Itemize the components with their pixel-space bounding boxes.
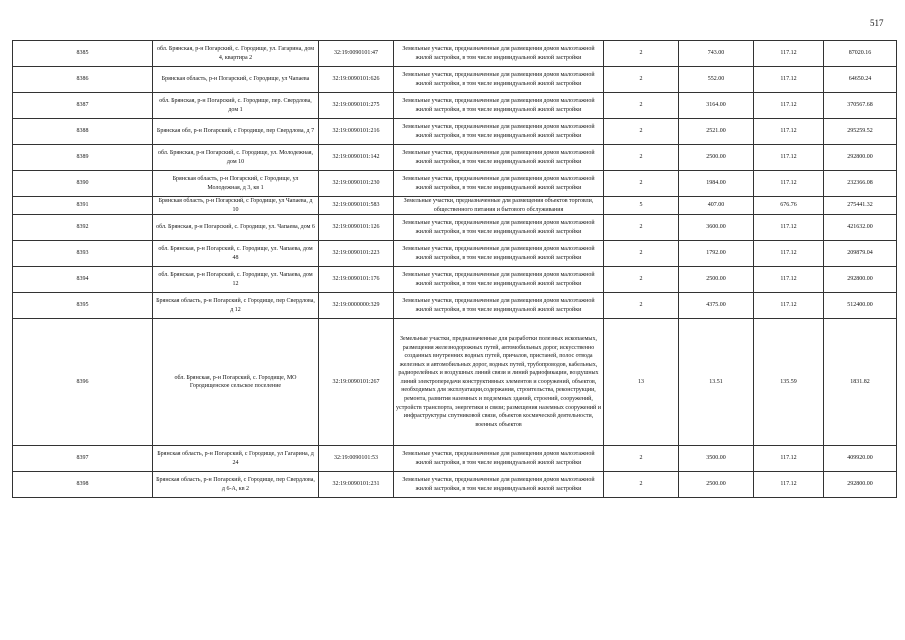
cadastral-number-cell: 32:19:0090101:230: [319, 171, 394, 197]
use-code-cell: 2: [604, 215, 679, 241]
area-cell: 3500.00: [679, 446, 754, 472]
address-cell: Брянская область, р-н Погарский, с Городище, ул Гагарина, д 24: [153, 446, 319, 472]
rate-cell: 117.12: [754, 215, 824, 241]
rate-cell: 117.12: [754, 145, 824, 171]
row-number: 8394: [13, 267, 153, 293]
cadastral-number-cell: 32:19:0090101:176: [319, 267, 394, 293]
rate-cell: 117.12: [754, 472, 824, 498]
cadastral-number-cell: 32:19:0090101:53: [319, 446, 394, 472]
table-row: [13, 472, 897, 498]
use-code-cell: 2: [604, 293, 679, 319]
cadastral-value-cell: 232366.08: [824, 171, 897, 197]
address-cell: Брянская обл, р-н Погарский, с Городище, пер Свердлова, д 7: [153, 119, 319, 145]
rate-cell: 117.12: [754, 171, 824, 197]
cadastral-number-cell: 32:19:0090101:626: [319, 67, 394, 93]
cadastral-value-cell: 292800.00: [824, 472, 897, 498]
cadastral-value-cell: 87020.16: [824, 41, 897, 67]
land-use-cell: Земельные участки, предназначенные для размещения домов малоэтажной жилой застройки, в том числе индивидуальной жилой застройки: [394, 293, 604, 319]
land-use-cell: Земельные участки, предназначенные для размещения домов малоэтажной жилой застройки, в том числе индивидуальной жилой застройки: [394, 241, 604, 267]
use-code-cell: 5: [604, 197, 679, 215]
land-use-cell: Земельные участки, предназначенные для размещения домов малоэтажной жилой застройки, в том числе индивидуальной жилой застройки: [394, 145, 604, 171]
row-number: 8395: [13, 293, 153, 319]
use-code-cell: 2: [604, 241, 679, 267]
rate-cell: 117.12: [754, 267, 824, 293]
use-code-cell: 2: [604, 171, 679, 197]
cadastral-value-cell: 295259.52: [824, 119, 897, 145]
table-row: [13, 171, 897, 197]
cadastral-number-cell: 32:19:0090101:126: [319, 215, 394, 241]
table-row: [13, 241, 897, 267]
use-code-cell: 2: [604, 67, 679, 93]
table-row: [13, 197, 897, 215]
land-use-cell: Земельные участки, предназначенные для размещения домов малоэтажной жилой застройки, в том числе индивидуальной жилой застройки: [394, 446, 604, 472]
area-cell: 13.51: [679, 319, 754, 446]
page-number: 517: [870, 18, 884, 28]
use-code-cell: 13: [604, 319, 679, 446]
address-cell: Брянская область, р-н Погарский, с Городище, пер Свердлова, д 6-А, кв 2: [153, 472, 319, 498]
row-number: 8392: [13, 215, 153, 241]
area-cell: 2521.00: [679, 119, 754, 145]
cadastral-value-cell: 1831.82: [824, 319, 897, 446]
land-use-cell: Земельные участки, предназначенные для размещения домов малоэтажной жилой застройки, в том числе индивидуальной жилой застройки: [394, 472, 604, 498]
land-use-cell: Земельные участки, предназначенные для разработки полезных ископаемых, размещения железнодорожных путей, автомобильных дорог, искусственно созданных внутренних водных путей, причалов, пристаней, полос отвода железных и автомобильных дорог, водных путей, трубопроводов, кабельных, радиорелейных и воздушных линий связи и линий радиофикации, воздушных линий электропередачи конструктивных элементов и сооружений, объектов, необходимых для эксплуатации,содержания, строительства, реконструкции, ремонта, развития наземных и подземных зданий, строений, сооружений, устройств транспорта, энергетики и связи; размещения наземных сооружений и инфраструктуры спутниковой связи, объектов космической деятельности, военных объектов: [394, 319, 604, 446]
table-row: [13, 145, 897, 171]
cadastral-number-cell: 32:19:0090101:142: [319, 145, 394, 171]
area-cell: 743.00: [679, 41, 754, 67]
land-use-cell: Земельные участки, предназначенные для размещения домов малоэтажной жилой застройки, в том числе индивидуальной жилой застройки: [394, 119, 604, 145]
cadastral-value-cell: 421632.00: [824, 215, 897, 241]
area-cell: 3600.00: [679, 215, 754, 241]
rate-cell: 117.12: [754, 41, 824, 67]
cadastral-number-cell: 32:19:0090101:583: [319, 197, 394, 215]
row-number: 8386: [13, 67, 153, 93]
row-number: 8387: [13, 93, 153, 119]
table-row: [13, 67, 897, 93]
land-use-cell: Земельные участки, предназначенные для размещения домов малоэтажной жилой застройки, в том числе индивидуальной жилой застройки: [394, 67, 604, 93]
cadastral-number-cell: 32:19:0090101:231: [319, 472, 394, 498]
use-code-cell: 2: [604, 93, 679, 119]
row-number: 8385: [13, 41, 153, 67]
rate-cell: 117.12: [754, 293, 824, 319]
cadastral-value-cell: 292800.00: [824, 145, 897, 171]
cadastral-value-cell: 275441.32: [824, 197, 897, 215]
cadastral-value-table: [12, 40, 897, 498]
rate-cell: 117.12: [754, 241, 824, 267]
address-cell: обл. Брянская, р-н Погарский, с. Городище, ул. Молодежная, дом 10: [153, 145, 319, 171]
area-cell: 3164.00: [679, 93, 754, 119]
row-number: 8397: [13, 446, 153, 472]
cadastral-number-cell: 32:19:0000000:329: [319, 293, 394, 319]
address-cell: обл. Брянская, р-н Погарский, с. Городище, МО Городищенское сельское поселение: [153, 319, 319, 446]
rate-cell: 117.12: [754, 446, 824, 472]
cadastral-number-cell: 32:19:0090101:275: [319, 93, 394, 119]
address-cell: обл. Брянская, р-н Погарский, с. Городище, ул. Чапаева, дом 12: [153, 267, 319, 293]
cadastral-value-cell: 370567.68: [824, 93, 897, 119]
address-cell: Брянская область, р-н Погарский, с Городище, ул Молодежная, д 3, кв 1: [153, 171, 319, 197]
area-cell: 4375.00: [679, 293, 754, 319]
address-cell: Брянская область, р-н Погарский, с Городище, ул Чапаева, д 10: [153, 197, 319, 215]
rate-cell: 117.12: [754, 93, 824, 119]
table-row: [13, 215, 897, 241]
address-cell: обл. Брянская, р-н Погарский, с. Городище, пер. Свердлова, дом 1: [153, 93, 319, 119]
use-code-cell: 2: [604, 267, 679, 293]
land-use-cell: Земельные участки, предназначенные для размещения домов малоэтажной жилой застройки, в том числе индивидуальной жилой застройки: [394, 93, 604, 119]
address-cell: Брянская область, р-н Погарский, с Городище, ул Чапаева: [153, 67, 319, 93]
land-use-cell: Земельные участки, предназначенные для размещения домов малоэтажной жилой застройки, в том числе индивидуальной жилой застройки: [394, 267, 604, 293]
rate-cell: 676.76: [754, 197, 824, 215]
use-code-cell: 2: [604, 41, 679, 67]
table-row: [13, 446, 897, 472]
row-number: 8396: [13, 319, 153, 446]
rate-cell: 117.12: [754, 67, 824, 93]
cadastral-value-cell: 512400.00: [824, 293, 897, 319]
address-cell: обл. Брянская, р-н Погарский, с. Городище, ул. Гагарина, дом 4, квартира 2: [153, 41, 319, 67]
cadastral-number-cell: 32:19:0090101:223: [319, 241, 394, 267]
table-body: [13, 41, 897, 498]
table-row: [13, 267, 897, 293]
land-use-cell: Земельные участки, предназначенные для размещения домов малоэтажной жилой застройки, в том числе индивидуальной жилой застройки: [394, 215, 604, 241]
area-cell: 2500.00: [679, 145, 754, 171]
area-cell: 2500.00: [679, 267, 754, 293]
cadastral-number-cell: 32:19:0090101:47: [319, 41, 394, 67]
area-cell: 1984.00: [679, 171, 754, 197]
table-row: [13, 319, 897, 446]
row-number: 8389: [13, 145, 153, 171]
cadastral-number-cell: 32:19:0090101:267: [319, 319, 394, 446]
row-number: 8398: [13, 472, 153, 498]
area-cell: 2500.00: [679, 472, 754, 498]
area-cell: 552.00: [679, 67, 754, 93]
address-cell: Брянская область, р-н Погарский, с Городище, пер Свердлова, д 12: [153, 293, 319, 319]
rate-cell: 117.12: [754, 119, 824, 145]
table-row: [13, 119, 897, 145]
land-use-cell: Земельные участки, предназначенные для размещения объектов торговли, общественного питания и бытового обслуживания: [394, 197, 604, 215]
table-row: [13, 293, 897, 319]
address-cell: обл. Брянская, р-н Погарский, с. Городище, ул. Чапаева, дом 48: [153, 241, 319, 267]
cadastral-value-cell: 409920.00: [824, 446, 897, 472]
cadastral-value-cell: 292800.00: [824, 267, 897, 293]
table-row: [13, 93, 897, 119]
row-number: 8390: [13, 171, 153, 197]
use-code-cell: 2: [604, 446, 679, 472]
row-number: 8391: [13, 197, 153, 215]
use-code-cell: 2: [604, 145, 679, 171]
row-number: 8393: [13, 241, 153, 267]
area-cell: 1792.00: [679, 241, 754, 267]
cadastral-number-cell: 32:19:0090101:216: [319, 119, 394, 145]
table-row: [13, 41, 897, 67]
cadastral-value-cell: 64650.24: [824, 67, 897, 93]
land-use-cell: Земельные участки, предназначенные для размещения домов малоэтажной жилой застройки, в том числе индивидуальной жилой застройки: [394, 171, 604, 197]
address-cell: обл. Брянская, р-н Погарский, с. Городище, ул. Чапаева, дом 6: [153, 215, 319, 241]
use-code-cell: 2: [604, 472, 679, 498]
row-number: 8388: [13, 119, 153, 145]
area-cell: 407.00: [679, 197, 754, 215]
land-use-cell: Земельные участки, предназначенные для размещения домов малоэтажной жилой застройки, в том числе индивидуальной жилой застройки: [394, 41, 604, 67]
rate-cell: 135.59: [754, 319, 824, 446]
cadastral-value-cell: 209879.04: [824, 241, 897, 267]
use-code-cell: 2: [604, 119, 679, 145]
